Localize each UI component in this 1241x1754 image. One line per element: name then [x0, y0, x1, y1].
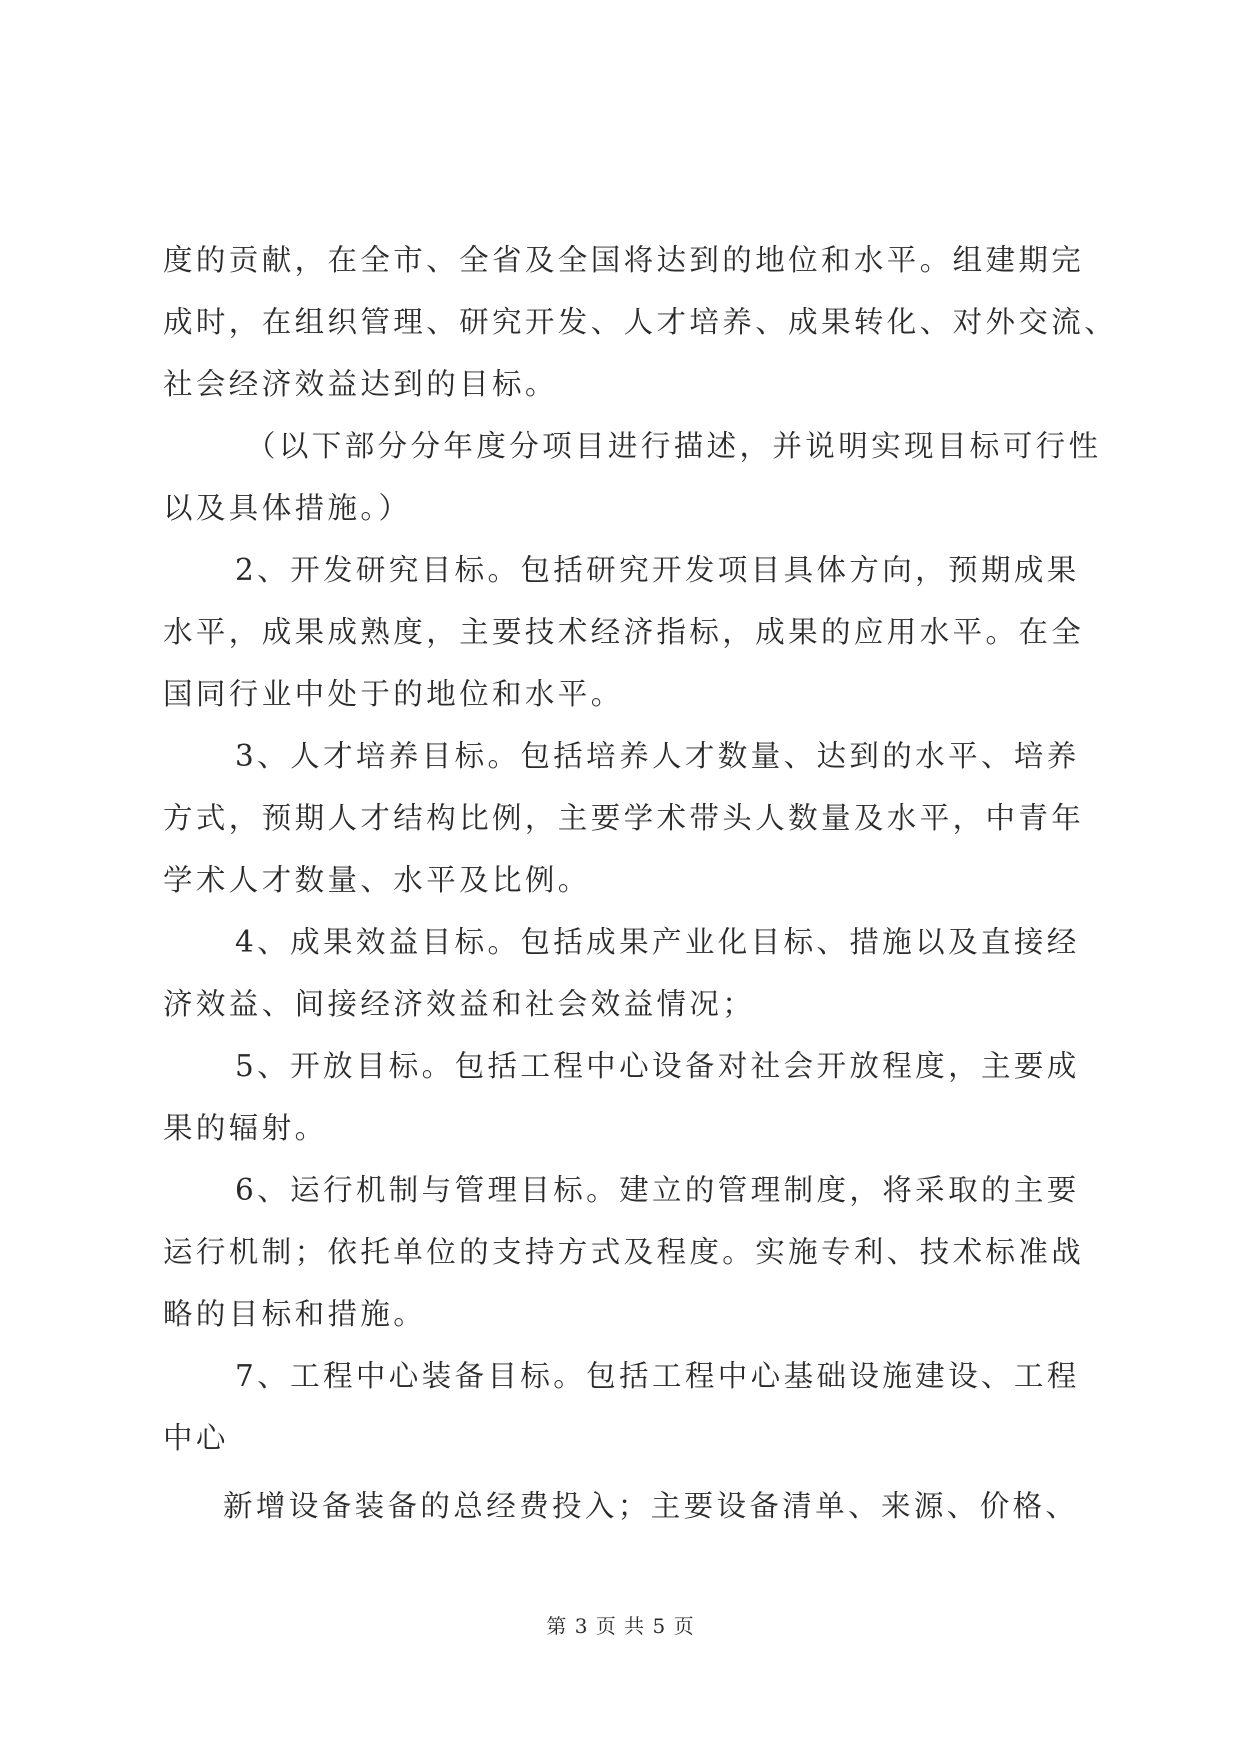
paragraph-line: 5、开放目标。包括工程中心设备对社会开放程度，主要成	[235, 1049, 1080, 1083]
paragraph-line: 运行机制；依托单位的支持方式及程度。实施专利、技术标准战	[163, 1235, 1085, 1269]
paragraph-line: 中心	[163, 1421, 229, 1455]
paragraph-line: 7、工程中心装备目标。包括工程中心基础设施建设、工程	[235, 1359, 1080, 1393]
paragraph-line: 成时，在组织管理、研究开发、人才培养、成果转化、对外交流、	[163, 305, 1118, 339]
paragraph-line: 方式，预期人才结构比例，主要学术带头人数量及水平，中青年	[163, 801, 1085, 835]
paragraph-line: 以及具体措施。）	[163, 491, 412, 525]
paragraph-line: 度的贡献，在全市、全省及全国将达到的地位和水平。组建期完	[163, 243, 1085, 277]
page-number-footer: 第 3 页 共 5 页	[546, 1614, 695, 1638]
paragraph-line: 3、人才培养目标。包括培养人才数量、达到的水平、培养	[235, 739, 1080, 773]
paragraph-line: 学术人才数量、水平及比例。	[163, 863, 591, 897]
paragraph-line: 4、成果效益目标。包括成果产业化目标、措施以及直接经	[235, 925, 1080, 959]
paragraph-line: （以下部分分年度分项目进行描述，并说明实现目标可行性	[246, 429, 1102, 463]
document-body	[163, 229, 1118, 1537]
paragraph-line: 新增设备装备的总经费投入；主要设备清单、来源、价格、	[223, 1489, 1079, 1523]
paragraph-line: 6、运行机制与管理目标。建立的管理制度，将采取的主要	[235, 1173, 1080, 1207]
paragraph-line: 社会经济效益达到的目标。	[163, 367, 558, 401]
paragraph-line: 略的目标和措施。	[163, 1297, 427, 1331]
paragraph-line: 果的辐射。	[163, 1111, 328, 1145]
paragraph-line: 水平，成果成熟度，主要技术经济指标，成果的应用水平。在全	[163, 615, 1085, 649]
paragraph-line: 济效益、间接经济效益和社会效益情况；	[163, 987, 756, 1021]
paragraph-line: 2、开发研究目标。包括研究开发项目具体方向，预期成果	[235, 553, 1080, 587]
paragraph-line: 国同行业中处于的地位和水平。	[163, 677, 624, 711]
